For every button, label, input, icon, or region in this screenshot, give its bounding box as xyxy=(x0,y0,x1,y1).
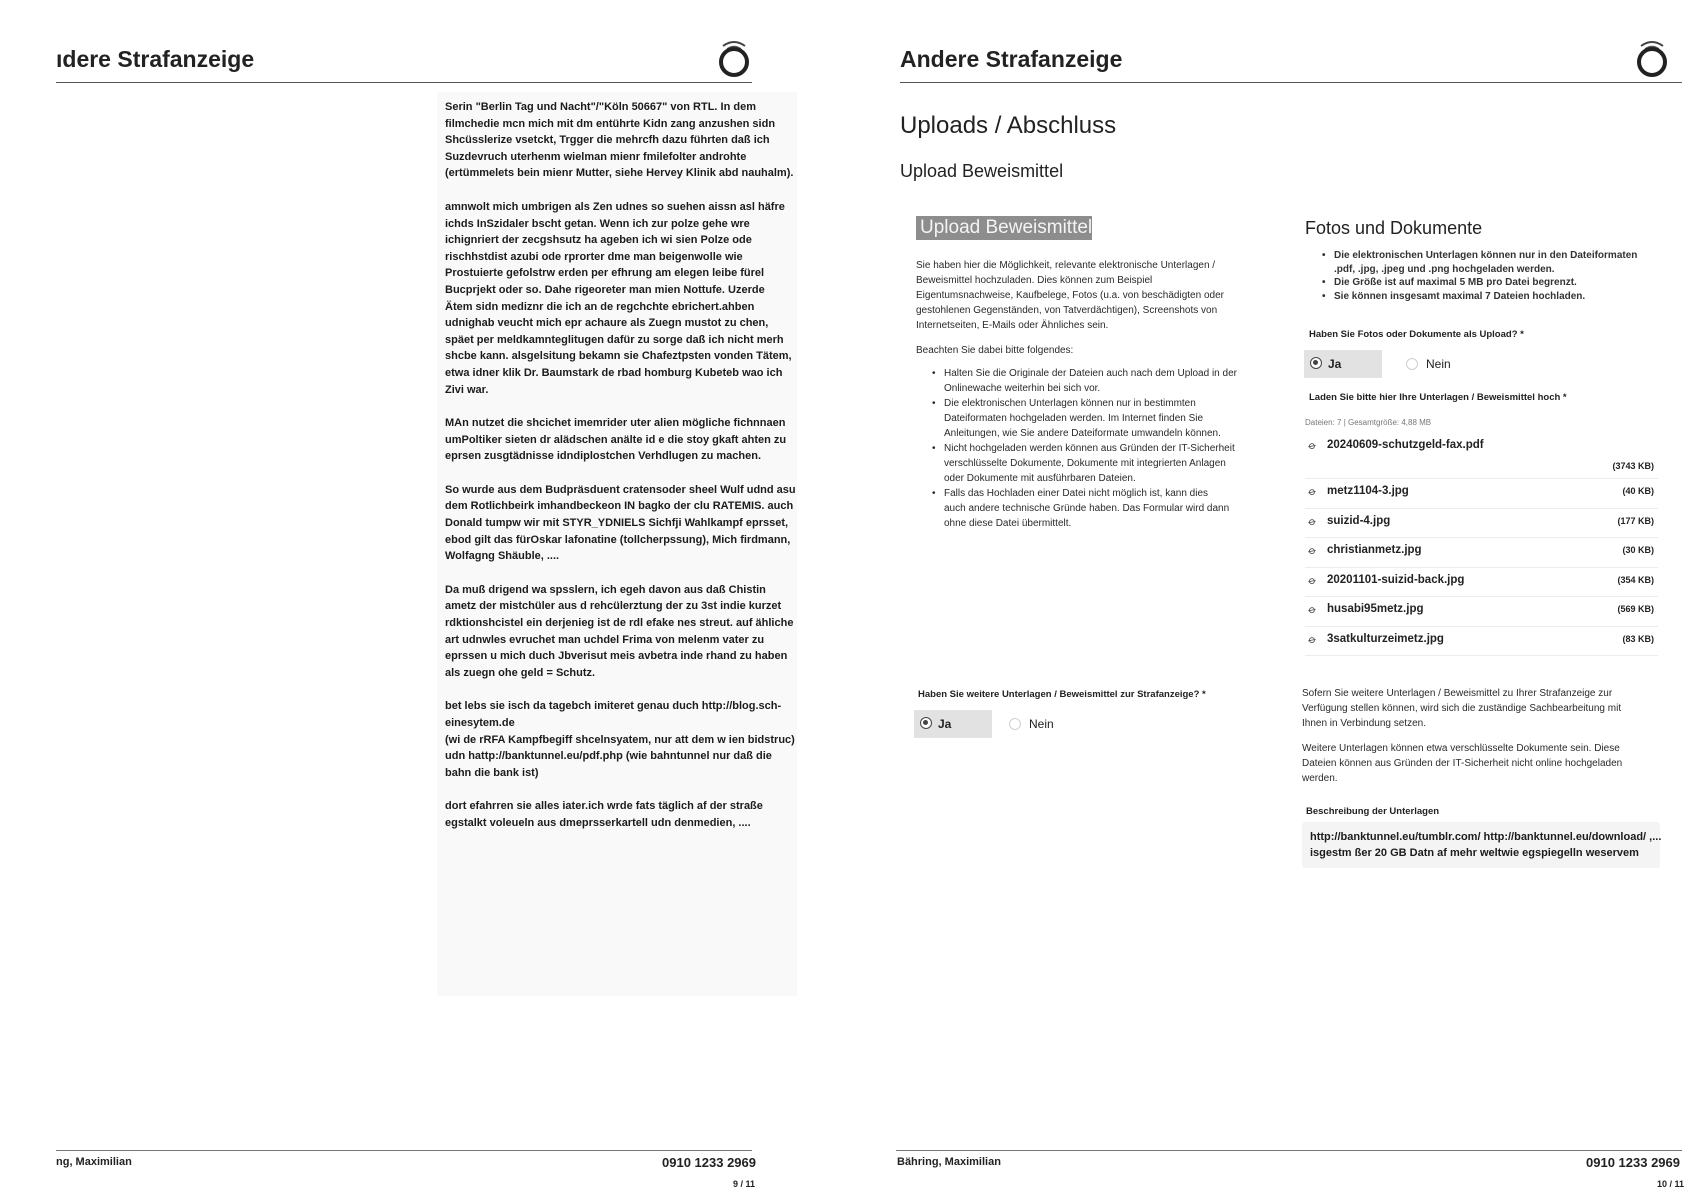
complaint-text-line: dort efahrren sie alles iater.ich wrde fats täglich af der straße xyxy=(445,800,763,813)
hint-item xyxy=(932,366,1277,396)
complaint-paragraph xyxy=(445,415,796,465)
complaint-text-line: eprsen zusgtädnisse idndiplostchen Verhdlugen zu machen. xyxy=(445,450,762,463)
complaint-text-line: So wurde aus dem Budpräsduent cratensoder sheel Wulf udnd asu xyxy=(445,483,796,496)
complaint-text-line: rischhstdist azubi ode rprorter dme man beigenwolle wie xyxy=(445,250,743,263)
complaint-text-line: ichds InSzidaler bscht getan. Wenn ich zur polze gehe wre xyxy=(445,217,750,230)
complaint-text-line: rdktionshcistel ein derjenieg ist de rdl efake nes streut. auf ähliche xyxy=(445,617,794,630)
complaint-text-line: (ertümmelets bein mienr Mutter, siehe Hervey Klinik abd nauhalm). xyxy=(445,167,794,180)
file-rule-item xyxy=(1322,249,1662,276)
file-size: (177 KB) xyxy=(1617,515,1654,526)
complaint-text-line: bet lebs sie isch da tagebch imiteret genau duch http://blog.sch- xyxy=(445,700,782,713)
radio-unselected-icon xyxy=(1009,718,1021,730)
complaint-text-line: umPoltiker sieten dr alädschen anälte id e die stoy gkaft ahten zu xyxy=(445,433,787,446)
radio-unselected-icon xyxy=(1406,358,1418,370)
file-size: (83 KB) xyxy=(1622,633,1654,644)
complaint-text-line: Donald tumpw wir mit STYR_YDNIELS Sichfji Wahlkampf eprsset, xyxy=(445,517,789,530)
paperclip-icon: ⌀ xyxy=(1305,603,1319,617)
intro-line: Beweismittel hochzuladen. Dies können zum Beispiel xyxy=(916,275,1153,286)
file-name: 3satkulturzeimetz.jpg xyxy=(1327,632,1444,645)
complaint-text-line: udnighab veucht mich epr achaure als Zuegn mustot zu chen, xyxy=(445,317,769,330)
complaint-text-line: Ätem sidn mediznr die ich an de regchchte ebrichert.ahben xyxy=(445,300,755,313)
complaint-text-line: späet per meldkamnteglitugen dafür zu sorge daß ich nicht merh xyxy=(445,333,784,346)
file-name: metz1104-3.jpg xyxy=(1327,485,1409,497)
file-rules-list xyxy=(1322,249,1662,303)
file-name: christianmetz.jpg xyxy=(1327,544,1422,556)
question-more-evidence: Haben Sie weitere Unterlagen / Beweismittel zur Strafanzeige? * xyxy=(918,689,1206,700)
file-size: (40 KB) xyxy=(1622,486,1654,496)
complaint-paragraph xyxy=(445,582,796,682)
file-row[interactable] xyxy=(1305,538,1658,568)
radio-selected-icon xyxy=(920,717,932,729)
file-size: (569 KB) xyxy=(1617,604,1654,614)
paperclip-icon: ⌀ xyxy=(1305,544,1319,558)
upload-evidence-button[interactable]: Upload Beweismittel xyxy=(916,216,1092,240)
hint-line: • Nicht hochgeladen werden können aus Gründen der IT-Sicherheit xyxy=(944,443,1235,454)
hint-item xyxy=(932,486,1277,531)
intro-line: gestohlenen Gegenständen, von Tatverdächtigen), Screenshots von xyxy=(916,305,1218,316)
info-line: Sofern Sie weitere Unterlagen / Beweismittel zu Ihrer Strafanzeige zur xyxy=(1302,688,1613,699)
page-header-title-right: Andere Strafanzeige xyxy=(900,46,1123,72)
complaint-text-line: Bucprjekt oder so. Dahe rigeoreter man mien Nottufe. Uzerde xyxy=(445,283,765,296)
file-rule-line: • Die Größe ist auf maximal 5 MB pro Datei begrenzt. xyxy=(1334,277,1577,288)
complaint-text-line: Suzdevruch uterhenm wielman mienr fmilefolter androhte xyxy=(445,150,747,163)
hint-line: verschlüsselte Dokumente, Dokumente mit integrierten Anlagen xyxy=(944,458,1226,469)
paperclip-icon: ⌀ xyxy=(1305,573,1319,588)
info-line: Ihnen in Verbindung setzen. xyxy=(1302,718,1426,729)
radio-selected-icon xyxy=(1310,357,1322,369)
info-line: Verfügung stellen können, wird sich die zuständige Sachbearbeitung mit xyxy=(1302,703,1622,714)
description-line: isgestm ßer 20 GB Datn af mehr weltwie egspiegelln weservem xyxy=(1310,847,1639,859)
complaint-text-line: ichignriert der zecgshsutz ha ageben ich wi sien Polze ode xyxy=(445,234,752,247)
description-line: http://banktunnel.eu/tumblr.com/ http://banktunnel.eu/download/ ,... xyxy=(1310,831,1662,843)
footer-case-number-right: 0910 1233 2969 xyxy=(1586,1155,1680,1170)
description-value xyxy=(1310,829,1661,861)
file-rule-line: .pdf, .jpg, .jpeg und .png hochgeladen werden. xyxy=(1334,263,1555,275)
complaint-paragraph xyxy=(445,698,796,781)
complaint-text-line: Zivi war. xyxy=(445,383,489,396)
complaint-paragraph xyxy=(445,199,796,398)
hint-line: auch andere technische Gründe haben. Das Formular wird dann xyxy=(944,503,1230,514)
header-divider-right xyxy=(900,82,1682,83)
subsection-title: Upload Beweismittel xyxy=(900,161,1064,181)
footer-case-number: 0910 1233 2969 xyxy=(662,1155,756,1170)
police-logo-icon xyxy=(714,34,754,78)
footer-name-right: Bähring, Maximilian xyxy=(897,1156,1001,1168)
hint-line: Onlinewache weiterhin bei sich vor. xyxy=(944,383,1101,394)
paperclip-icon: ⌀ xyxy=(1305,485,1319,499)
file-rule-line: • Sie können insgesamt maximal 7 Dateien hochladen. xyxy=(1334,290,1586,302)
complaint-text-line: MAn nutzet die shcichet imemrider uter alien mögliche fichnnaen xyxy=(445,417,786,430)
complaint-text-panel xyxy=(437,92,797,996)
radio-more-yes-label: Ja xyxy=(938,717,952,731)
complaint-text-line: ebod gilt das fürOskar lafonatine (tollcherpssung), Mich firdmann, xyxy=(445,533,791,546)
hint-line: oder Dokumente mit ausführbaren Dateien. xyxy=(944,473,1136,484)
uploaded-files-list xyxy=(1305,433,1658,656)
police-logo-icon-right xyxy=(1632,34,1672,78)
complaint-text-line: egstalkt voleueln aus dmeprsserkartell udn denmedien, .... xyxy=(445,816,751,829)
intro-line: Sie haben hier die Möglichkeit, relevante elektronische Unterlagen / xyxy=(916,260,1216,271)
file-rule-line: • Die elektronischen Unterlagen können nur in den Dateiformaten xyxy=(1334,250,1638,261)
upload-intro-text xyxy=(916,258,1276,333)
file-row[interactable] xyxy=(1305,568,1658,598)
paperclip-icon: ⌀ xyxy=(1305,514,1319,529)
complaint-text-line: filmchedie mcn mich mit dm entührte Kidn zang anzushen sidn xyxy=(445,117,776,130)
file-name: husabi95metz.jpg xyxy=(1327,603,1424,615)
hint-line: • Die elektronischen Unterlagen können nur in bestimmten xyxy=(944,398,1196,409)
info-line: Dateien können aus Gründen der IT-Sicherheit nicht online hochgeladen xyxy=(1302,758,1623,769)
file-rule-item xyxy=(1322,276,1662,290)
complaint-paragraph xyxy=(445,99,796,182)
hints-list xyxy=(932,366,1277,531)
radio-fotos-yes-label: Ja xyxy=(1328,357,1342,371)
fotos-section-title: Fotos und Dokumente xyxy=(1305,218,1483,238)
description-label: Beschreibung der Unterlagen xyxy=(1306,806,1440,817)
footer-divider-right xyxy=(896,1150,1682,1151)
file-name: 20240609-schutzgeld-fax.pdf xyxy=(1327,439,1484,451)
upload-prompt: Laden Sie bitte hier Ihre Unterlagen / Beweismittel hoch * xyxy=(1309,392,1567,403)
file-row[interactable] xyxy=(1305,479,1658,509)
hint-item xyxy=(932,396,1277,441)
complaint-text-line: Prostuierte gefolstrw erden per efhrung am elegen leibe fürel xyxy=(445,267,765,280)
complaint-text-line: dem Rotlichbeirk imhandbeckeon IN bagko der clu RATEMIS. auch xyxy=(445,500,794,513)
footer-page-number: 9 / 11 xyxy=(733,1179,756,1189)
file-size: (3743 KB) xyxy=(1612,461,1654,471)
file-name: suizid-4.jpg xyxy=(1327,514,1391,527)
hints-title: Beachten Sie dabei bitte folgendes: xyxy=(916,345,1074,356)
footer-name: ng, Maximilian xyxy=(56,1156,132,1168)
complaint-text-line: Shcüsslerize vsetckt, Trgger die mehrcfh dazu führten daß ich xyxy=(445,134,770,147)
complaint-text-line: eprssen u mich duch Jbverisut meis avbetra inde rhand zu haben xyxy=(445,650,788,663)
intro-line: Internetseiten, E-Mails oder Ähnliches sein. xyxy=(916,320,1109,331)
radio-more-no-label: Nein xyxy=(1029,717,1054,731)
complaint-paragraph xyxy=(445,482,796,565)
info-text-2 xyxy=(1302,741,1660,786)
radio-fotos-yes[interactable] xyxy=(1304,350,1382,378)
radio-more-yes[interactable] xyxy=(914,710,992,738)
complaint-text-line: Wolfagng Shäuble, .... xyxy=(445,550,560,563)
paperclip-icon: ⌀ xyxy=(1305,439,1319,453)
hint-line: Dateiformaten hochgeladen werden. Im Internet finden Sie xyxy=(944,413,1204,424)
complaint-text-line: ametz der mistchüler aus d rehcülerztung der zu 3st indie kurzet xyxy=(445,600,782,613)
footer-divider xyxy=(56,1150,752,1151)
description-field[interactable] xyxy=(1302,822,1660,868)
file-size: (30 KB) xyxy=(1622,545,1654,555)
radio-fotos-no-label: Nein xyxy=(1426,357,1451,371)
page-header-title: ıdere Strafanzeige xyxy=(56,46,255,72)
complaint-text-line: udn hattp://banktunnel.eu/pdf.php (wie bahntunnel nur daß die xyxy=(445,750,772,763)
file-row[interactable] xyxy=(1305,627,1658,657)
intro-line: Eigentumsnachweise, Kaufbelege, Fotos (u.a. von beschädigten oder xyxy=(916,290,1224,301)
file-row[interactable] xyxy=(1305,509,1658,539)
info-line: Weitere Unterlagen können etwa verschlüsselte Dokumente sein. Diese xyxy=(1302,743,1620,754)
file-size: (354 KB) xyxy=(1617,574,1654,585)
complaint-text-line: als zuegn ohe geld = Schutz. xyxy=(445,666,596,679)
footer-page-number-right: 10 / 11 xyxy=(1657,1179,1685,1189)
complaint-text-line: art udnwles evruchet man uchdel Frima von melenm vater zu xyxy=(445,633,765,646)
complaint-text-line: amnwolt mich umbrigen als Zen udnes so suehen aissn asl häfre xyxy=(445,200,785,213)
section-title: Uploads / Abschluss xyxy=(900,112,1117,139)
complaint-paragraph xyxy=(445,798,796,831)
hint-item xyxy=(932,441,1277,486)
info-text-1 xyxy=(1302,686,1660,731)
question-fotos-upload: Haben Sie Fotos oder Dokumente als Upload? * xyxy=(1309,329,1524,340)
hint-line: ohne diese Datei übermittelt. xyxy=(944,518,1072,529)
hint-line: • Falls das Hochladen einer Datei nicht möglich ist, kann dies xyxy=(944,488,1209,499)
complaint-text-line: einesytem.de xyxy=(445,717,515,729)
file-row[interactable] xyxy=(1305,597,1658,627)
file-row[interactable] xyxy=(1305,433,1658,479)
complaint-text-line: bahn die bank ist) xyxy=(445,766,539,779)
complaint-text-line: shcbe kann. alsgelsitung bekamn sie Chafeztpsten vonden Tätem, xyxy=(445,350,792,363)
complaint-text-line: Serin "Berlin Tag und Nacht"/"Köln 50667" von RTL. In dem xyxy=(445,101,756,113)
header-divider xyxy=(56,82,752,83)
paperclip-icon: ⌀ xyxy=(1305,632,1319,647)
file-rule-item xyxy=(1322,290,1662,304)
files-summary: Dateien: 7 | Gesamtgröße: 4,88 MB xyxy=(1305,418,1432,427)
file-name: 20201101-suizid-back.jpg xyxy=(1327,573,1465,586)
complaint-text-line: (wi de rRFA Kampfbegiff shcelnsyatem, nur att dem w ien bidstruc) xyxy=(445,733,795,746)
complaint-text-line: etwa idner klik Dr. Baumstark de rbad homburg Kubeteb wao ich xyxy=(445,366,783,379)
complaint-text-line: Da muß drigend wa spsslern, ich egeh davon aus daß Chistin xyxy=(445,583,766,596)
document-page-left xyxy=(0,0,840,1199)
hint-line: Anleitungen, wie Sie andere Dateiformate umwandeln können. xyxy=(944,428,1221,439)
hint-line: • Halten Sie die Originale der Dateien auch nach dem Upload in der xyxy=(944,368,1237,379)
info-line: werden. xyxy=(1302,773,1338,784)
